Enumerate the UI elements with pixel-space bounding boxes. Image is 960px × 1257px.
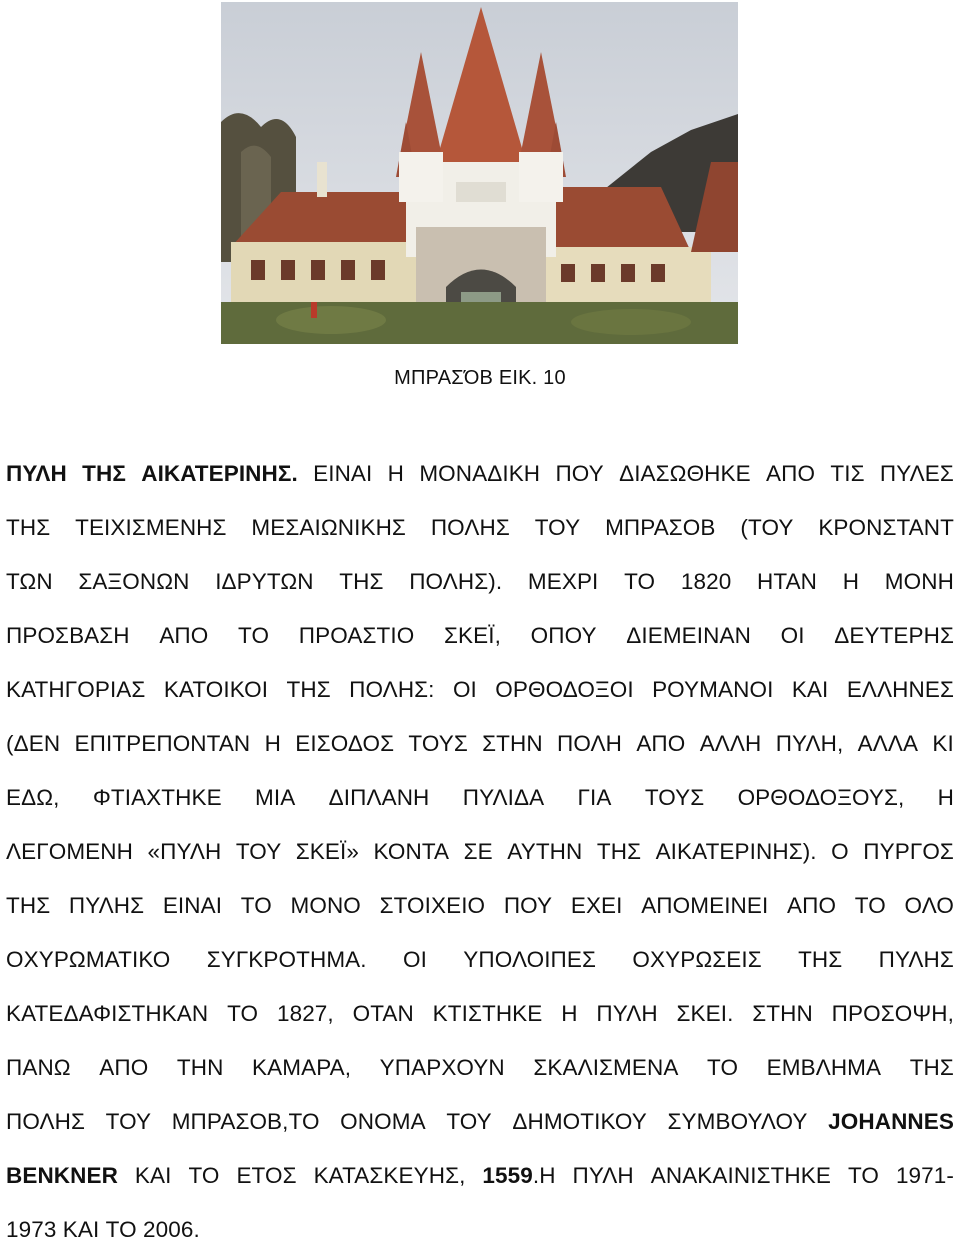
word: ΠΡΟΣΟΨΗ, [831,1001,954,1026]
word: ΣΥΓΚΡΟΤΗΜΑ. [206,947,367,972]
word: ΤΙΣ [830,461,865,486]
word: ΠΥΛΗΣ [68,893,145,918]
word: ΣΤΟΙΧΕΙΟ [379,893,486,918]
word: ΤΟ [238,623,270,648]
word: ΤΟΥΣ [408,731,468,756]
word: ΤΗΣ [909,1055,954,1080]
word: ΚΟΝΤΑ [373,839,450,864]
word: ΤΟ [188,1163,220,1188]
word: ΠΟΛΗΣ [430,515,510,540]
word: ΜΕΣΑΙΩΝΙΚΗΣ [251,515,406,540]
word: ΔΙΑΣΩΘΗΚΕ [619,461,751,486]
text-line [6,663,954,717]
word: «ΠΥΛΗ [147,839,222,864]
word: ΣΑΞΟΝΩΝ [78,569,190,594]
word: ΟΠΟΥ [530,623,597,648]
word: (ΤΟΥ [740,515,794,540]
word: ΠΥΡΓΟΣ [863,839,954,864]
word: ΙΔΡΥΤΩΝ [215,569,314,594]
word: ΑΠΟ [766,461,816,486]
word: ΚΙ [932,731,954,756]
word: ΚΑΤΑΣΚΕΥΗΣ, [313,1163,466,1188]
word: ΕΙΝΑΙ [313,461,373,486]
text-line [6,771,954,825]
word: ΛΕΓΟΜΕΝΗ [6,839,133,864]
word: ΕΔΩ, [6,785,60,810]
word: ΤΟΥ [105,1109,152,1134]
word: ΤΗΣ [6,515,51,540]
text-line [6,555,954,609]
word: ΟΙ [780,623,805,648]
word: ΜΟΝΟ [290,893,361,918]
word: ΠΡΟΑΣΤΙΟ [298,623,415,648]
word: ΠΥΛΗ [596,1001,658,1026]
text-line [6,501,954,555]
word: ΤΟΥ [235,839,282,864]
word: ΔΙΕΜΕΙΝΑΝ [626,623,751,648]
word: ΚΑΙ [791,677,829,702]
word: ΤΗΣ [286,677,331,702]
word: 1973 [6,1217,57,1242]
word: ΑΠΟ [636,731,686,756]
word: ΚΡΟΝΣΤΑΝΤ [818,515,954,540]
word: ΠΟΛΗΣ). [409,569,503,594]
word: ΠΥΛΕΣ [879,461,954,486]
word: 1820 [680,569,732,594]
word: ΠΟΛΗ [557,731,623,756]
word: Η [561,1001,578,1026]
word: ΣΤΗΝ [482,731,543,756]
word: ΦΤΙΑΧΤΗΚΕ [92,785,222,810]
word: ΤΟ [624,569,656,594]
word: Ο [831,839,849,864]
article-paragraph [6,447,954,1257]
word: ΗΤΑΝ [757,569,818,594]
word: ΑΠΟ [787,893,837,918]
word: ΠΥΛΗ [6,461,67,486]
word: ΠΥΛΗ [572,1163,634,1188]
word: ΑΙΚΑΤΕΡΙΝΗΣ. [141,461,298,486]
word: ΟΧΥΡΩΜΑΤΙΚΟ [6,947,171,972]
word: ΠΥΛΗ, [775,731,844,756]
word: ΔΗΜΟΤΙΚΟΥ [512,1109,647,1134]
word: ΚΤΙΣΤΗΚΕ [432,1001,543,1026]
word: Η [387,461,405,486]
word: ΚΑΙ [62,1217,100,1242]
word: ΤΟ [854,893,886,918]
catherine-gate-photo [221,2,738,344]
word: ΟΝΟΜΑ [340,1109,426,1134]
word: ΤΗΣ [596,839,642,864]
word: Η [264,731,281,756]
word: ΕΜΒΛΗΜΑ [766,1055,882,1080]
word: ΤΗΣ [6,893,51,918]
word: ΣΚΕΪ» [295,839,359,864]
text-line [6,987,954,1041]
word: ΑΠΟ [99,1055,149,1080]
word: .Η [532,1163,556,1188]
word: 2006. [142,1217,200,1242]
text-line [6,933,954,987]
word: ΠΟΛΗΣ: [349,677,435,702]
word: ΤΟΥΣ [644,785,705,810]
word: ΚΑΜΑΡΑ, [252,1055,352,1080]
word: ΤΟΥ [534,515,581,540]
word: ΤΟ [227,1001,259,1026]
word-group [482,1149,555,1203]
word: ΜΟΝΑΔΙΚΗ [419,461,541,486]
figure-caption: ΜΠΡΑΣΌΒ ΕΙΚ. 10 [394,367,566,389]
word: ΕΤΟΣ [236,1163,297,1188]
word: ΤΟΥ [446,1109,492,1134]
word: ΕΧΕΙ [570,893,623,918]
word: ΣΕ [463,839,493,864]
word: 1971- [895,1163,954,1188]
word: ΤΟ [707,1055,739,1080]
word: ΟΡΘΟΔΟΞΟΙ [495,677,634,702]
word: ΤΟ [105,1217,137,1242]
word: ΤΗΣ [339,569,384,594]
word: ΚΑΙ [134,1163,172,1188]
word: Η [937,785,954,810]
word: ΑΛΛΗ [699,731,762,756]
word: ΣΤΗΝ [752,1001,813,1026]
word: BENKNER [6,1163,118,1188]
word: ΟΙ [452,677,477,702]
word: ΑΛΛΑ [857,731,919,756]
text-line [6,825,954,879]
word: ΚΑΤΗΓΟΡΙΑΣ [6,677,146,702]
word: JOHANNES [828,1109,954,1134]
word: ΣΚΕΪ, [444,623,501,648]
word: ΑΠΟΜΕΙΝΕΙ [641,893,769,918]
word: 1827, [276,1001,334,1026]
word: ΥΠΟΛΟΙΠΕΣ [463,947,597,972]
word: ΓΙΑ [577,785,612,810]
word: ΜΠΡΑΣΟΒ [605,515,716,540]
word: ΚΑΤΟΙΚΟΙ [163,677,269,702]
word: ΑΙΚΑΤΕΡΙΝΗΣ). [655,839,817,864]
word: ΜΙΑ [255,785,296,810]
word: ΤΗΣ [82,461,126,486]
word: ΔΕΥΤΕΡΗΣ [834,623,954,648]
word: ΠΟΛΗΣ [6,1109,86,1134]
text-line [6,609,954,663]
word: ΤΩΝ [6,569,53,594]
word: ΟΙ [402,947,427,972]
word: ΠΟΥ [555,461,604,486]
word: ΤΟ [847,1163,879,1188]
text-line [6,447,954,501]
word: ΜΕΧΡΙ [527,569,599,594]
word: ΕΛΛΗΝΕΣ [846,677,954,702]
word: ΟΧΥΡΩΣΕΙΣ [632,947,762,972]
word: ΠΡΟΣΒΑΣΗ [6,623,130,648]
word: ΡΟΥΜΑΝΟΙ [652,677,774,702]
word: ΤΟ [240,893,272,918]
word: ΤΗΣ [798,947,843,972]
word: ΣΚΕΙ. [676,1001,734,1026]
word: ΜΟΝΗ [884,569,954,594]
word: ΔΙΠΛΑΝΗ [328,785,430,810]
word: ΑΥΤΗΝ [507,839,583,864]
word: 1559 [482,1163,533,1188]
word: ΠΑΝΩ [6,1055,71,1080]
word: Η [842,569,860,594]
word: ΤΗΝ [176,1055,224,1080]
word: ΟΡΘΟΔΟΞΟΥΣ, [737,785,905,810]
text-line [6,1095,954,1149]
text-line [6,1041,954,1095]
word: ΑΠΟ [159,623,209,648]
word: (ΔΕΝ [6,731,61,756]
text-line [6,717,954,771]
word: ΜΠΡΑΣΟΒ,ΤΟ [171,1109,320,1134]
word: ΚΑΤΕΔΑΦΙΣΤΗΚΑΝ [6,1001,209,1026]
word: ΕΙΝΑΙ [162,893,223,918]
word: ΕΙΣΟΔΟΣ [295,731,395,756]
word: ΕΠΙΤΡΕΠΟΝΤΑΝ [74,731,251,756]
word: ΟΛΟ [904,893,954,918]
word: ΣΚΑΛΙΣΜΕΝΑ [533,1055,679,1080]
photo-illustration [221,2,738,344]
word: ΠΟΥ [503,893,553,918]
text-line [6,879,954,933]
word: ΤΕΙΧΙΣΜΕΝΗΣ [75,515,227,540]
text-line [6,1149,954,1203]
word: ΑΝΑΚΑΙΝΙΣΤΗΚΕ [650,1163,831,1188]
text-line [6,1203,954,1257]
word: ΥΠΑΡΧΟΥΝ [379,1055,505,1080]
word: ΣΥΜΒΟΥΛΟΥ [667,1109,808,1134]
word: ΠΥΛΗΣ [878,947,954,972]
word: ΟΤΑΝ [352,1001,414,1026]
word: ΠΥΛΙΔΑ [462,785,545,810]
